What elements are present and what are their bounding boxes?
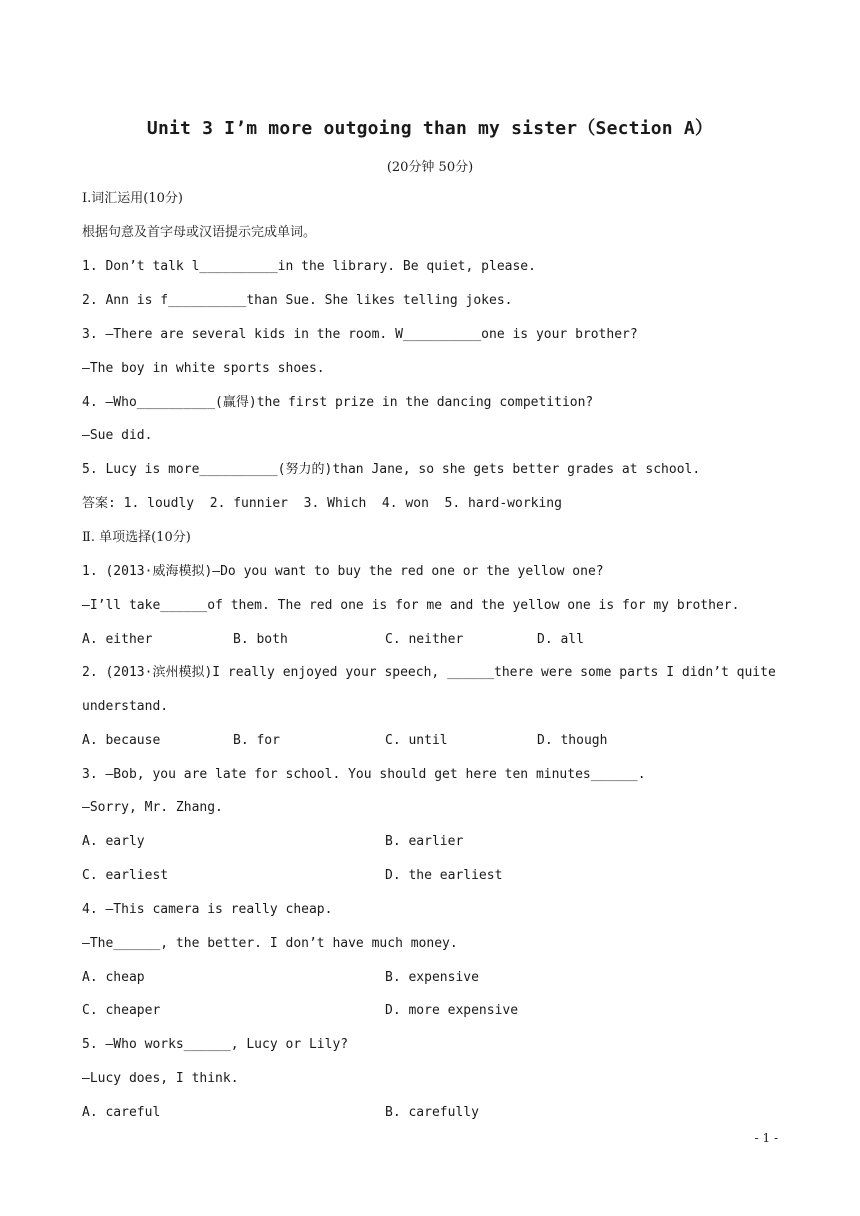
mc-q1-option-b: B. both	[233, 632, 288, 647]
vocab-item-3-reply: —The boy in white sports shoes.	[82, 361, 325, 376]
vocab-item-2: 2. Ann is f__________than Sue. She likes telling jokes.	[82, 293, 513, 308]
mc-q5-option-b: B. carefully	[385, 1105, 479, 1120]
mc-q2-option-c: C. until	[385, 733, 448, 748]
mc-q2-stem-cont: understand.	[82, 699, 169, 714]
vocab-item-3: 3. —There are several kids in the room. W__________one is your brother?	[82, 327, 638, 342]
vocab-item-4-reply: —Sue did.	[82, 428, 153, 443]
mc-q4-option-d: D. more expensive	[385, 1003, 519, 1018]
mc-q1-stem: 1. (2013·威海模拟)—Do you want to buy the red one or the yellow one?	[82, 564, 604, 579]
mc-q1-option-d: D. all	[537, 632, 584, 647]
mc-q4-option-a: A. cheap	[82, 970, 145, 985]
section1-heading: Ⅰ.词汇运用(10分)	[82, 191, 183, 206]
mc-q3-option-c: C. earliest	[82, 868, 169, 883]
mc-q3-reply: —Sorry, Mr. Zhang.	[82, 800, 223, 815]
mc-q2-stem: 2. (2013·滨州模拟)I really enjoyed your speech, ______there were some parts I didn’t quite	[82, 665, 776, 680]
mc-q4-stem: 4. —This camera is really cheap.	[82, 902, 333, 917]
mc-q5-reply: —Lucy does, I think.	[82, 1071, 239, 1086]
section1-answer: 答案: 1. loudly 2. funnier 3. Which 4. won 5. hard-working	[82, 496, 562, 511]
mc-q4-reply: —The______, the better. I don’t have much money.	[82, 936, 458, 951]
mc-q2-option-a: A. because	[82, 733, 161, 748]
mc-q3-stem: 3. —Bob, you are late for school. You should get here ten minutes______.	[82, 767, 646, 782]
mc-q5-option-a: A. careful	[82, 1105, 161, 1120]
mc-q1-option-c: C. neither	[385, 632, 464, 647]
mc-q2-option-d: D. though	[537, 733, 608, 748]
mc-q1-reply: —I’ll take______of them. The red one is for me and the yellow one is for my brother.	[82, 598, 740, 613]
page-title: Unit 3 I’m more outgoing than my sister（Section A）	[146, 118, 714, 139]
mc-q4-option-c: C. cheaper	[82, 1003, 161, 1018]
vocab-item-5: 5. Lucy is more__________(努力的)than Jane, so she gets better grades at school.	[82, 462, 701, 477]
section2-heading: Ⅱ. 单项选择(10分)	[82, 530, 191, 545]
mc-q3-option-a: A. early	[82, 834, 145, 849]
page-number: - 1 -	[754, 1131, 778, 1145]
section1-instruction: 根据句意及首字母或汉语提示完成单词。	[82, 225, 317, 240]
mc-q5-stem: 5. —Who works______, Lucy or Lily?	[82, 1037, 349, 1052]
mc-q2-option-b: B. for	[233, 733, 280, 748]
vocab-item-1: 1. Don’t talk l__________in the library. Be quiet, please.	[82, 259, 536, 274]
mc-q1-option-a: A. either	[82, 632, 153, 647]
mc-q4-option-b: B. expensive	[385, 970, 479, 985]
vocab-item-4: 4. —Who__________(赢得)the first prize in the dancing competition?	[82, 395, 594, 410]
time-score-note: (20分钟 50分)	[386, 160, 474, 175]
mc-q3-option-d: D. the earliest	[385, 868, 503, 883]
mc-q3-option-b: B. earlier	[385, 834, 464, 849]
